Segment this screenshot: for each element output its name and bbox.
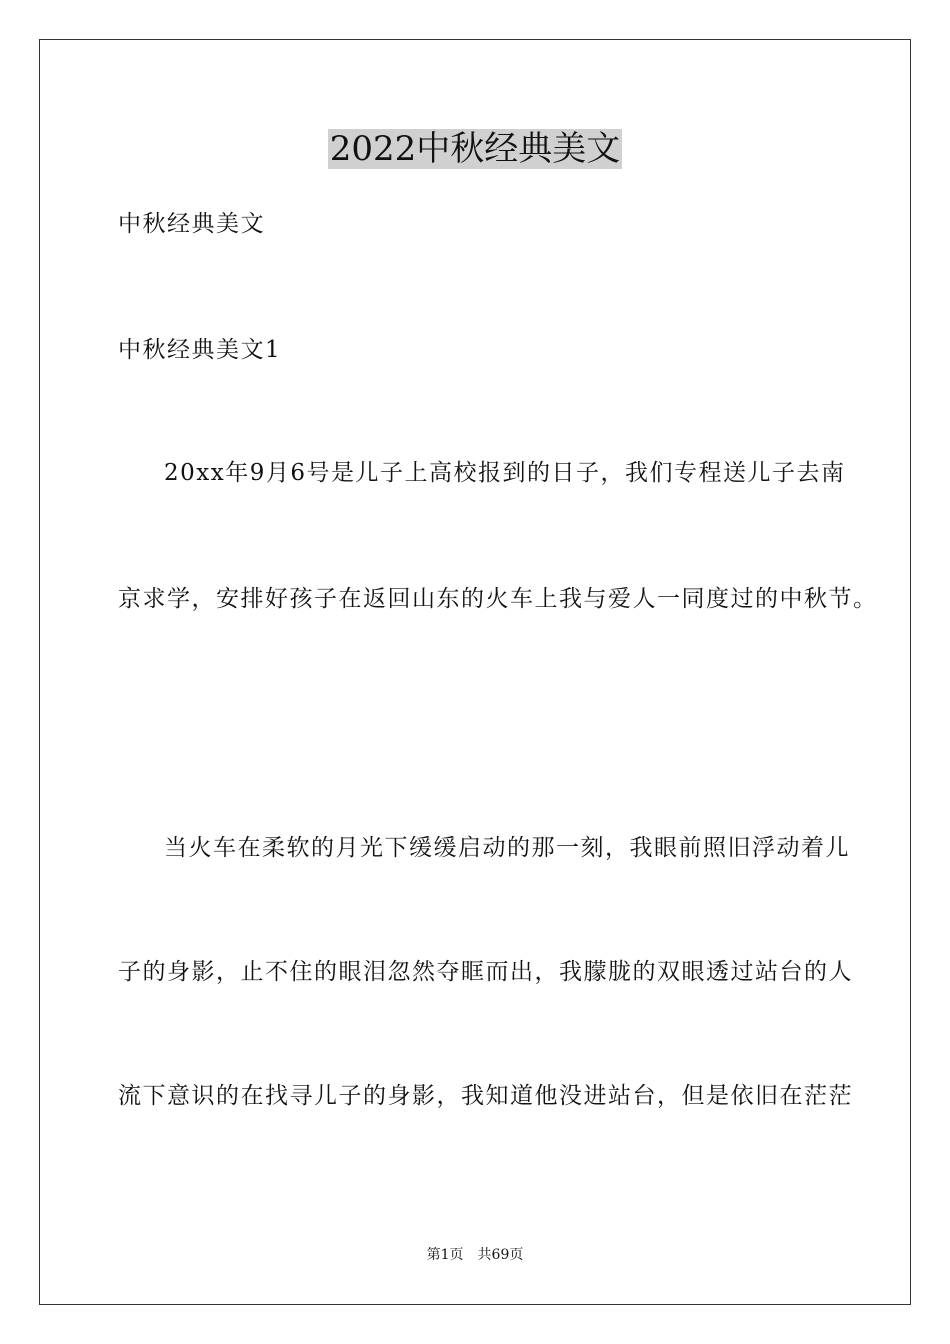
document-title	[0, 126, 950, 172]
paragraph-line-2: 京求学，安排好孩子在返回山东的火车上我与爱人一同度过的中秋节。	[118, 586, 878, 612]
page-footer: 第1页 共69页	[426, 1247, 524, 1263]
document-heading: 中秋经典美文	[118, 211, 265, 237]
document-title-text: 2022中秋经典美文	[329, 129, 621, 169]
section-heading: 中秋经典美文1	[118, 337, 282, 363]
paragraph-line-3: 当火车在柔软的月光下缓缓启动的那一刻，我眼前照旧浮动着儿	[164, 835, 850, 861]
paragraph-line-4: 子的身影，止不住的眼泪忽然夺眶而出，我朦胧的双眼透过站台的人	[118, 959, 853, 985]
paragraph-line-5: 流下意识的在找寻儿子的身影，我知道他没进站台，但是依旧在茫茫	[118, 1083, 853, 1109]
paragraph-line-1: 20xx年9月6号是儿子上高校报到的日子，我们专程送儿子去南	[164, 460, 846, 486]
